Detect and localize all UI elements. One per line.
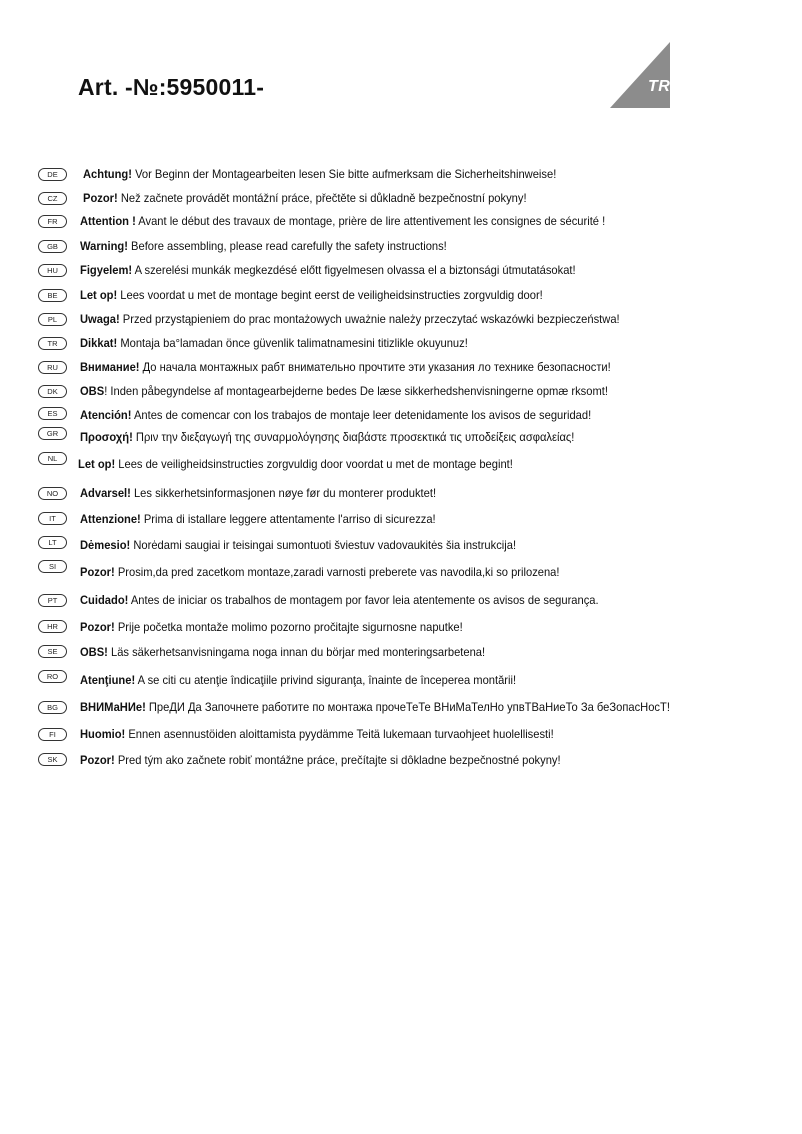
warning-row-bg [0, 699, 760, 719]
warning-row-tr [0, 335, 760, 355]
warning-body: Avant le début des travaux de montage, prière de lire attentivement les consignes de sécurité ! [135, 214, 606, 228]
warning-heading: Atención! [80, 408, 132, 422]
warning-body: Montaja ba°lamadan önce güvenlik talimatnamesini titizlikle okuyunuz! [117, 336, 468, 350]
warning-text [78, 456, 513, 472]
warning-text [80, 752, 561, 768]
warning-text [80, 726, 554, 742]
language-badge: LT [38, 536, 67, 549]
warning-row-ro [0, 672, 760, 692]
warning-row-it [0, 511, 760, 531]
language-badge: BG [38, 701, 67, 714]
language-badge: SK [38, 753, 67, 766]
language-badge: HU [38, 264, 67, 277]
warning-heading: Pozor! [83, 191, 118, 205]
language-badge: RU [38, 361, 67, 374]
language-badge: NL [38, 452, 67, 465]
warning-row-no [0, 485, 760, 505]
language-badge: BE [38, 289, 67, 302]
warning-body: ПреДИ Да Започнете работите по монтажа прочеТеТе ВНиМаТелНо упвТВаНиеТо За беЗопасНосТ! [145, 700, 670, 714]
warning-text [80, 287, 543, 303]
language-badge: HR [38, 620, 67, 633]
warning-row-fi [0, 726, 760, 746]
language-badge: DE [38, 168, 67, 181]
warning-body: Przed przystąpieniem do prac montażowych uważnie należy przeczytać wskazówki bezpieczeństwa! [119, 312, 620, 326]
warning-heading: ВНИМаНИе! [80, 700, 146, 714]
warning-body: Vor Beginn der Montagearbeiten lesen Sie bitte aufmerksam die Sicherheitshinweise! [131, 167, 557, 181]
warning-text [80, 592, 599, 608]
warning-text [80, 407, 591, 423]
language-badge: SI [38, 560, 67, 573]
warning-heading: Pozor! [80, 753, 115, 767]
warning-body: Lees de veiligheidsinstructies zorgvuldig door voordat u met de montage begint! [115, 457, 513, 471]
warning-heading: Let op! [78, 457, 116, 471]
warning-heading: Pozor! [80, 565, 115, 579]
warning-text [80, 644, 485, 660]
warning-row-pt [0, 592, 760, 612]
warning-row-hu [0, 262, 760, 282]
warning-heading: Let op! [80, 288, 118, 302]
warning-body: Norėdami saugiai ir teisingai sumontuoti šviestuv vadovaukitės šia instrukcija! [130, 538, 517, 552]
language-badge: RO [38, 670, 67, 683]
warning-body: Prima di istallare leggere attentamente l'arriso di sicurezza! [140, 512, 436, 526]
warning-heading: OBS! [80, 645, 108, 659]
warning-row-pl [0, 311, 760, 331]
warning-heading: Προσοχή! [80, 430, 133, 444]
warning-row-es [0, 407, 760, 427]
warning-text [80, 699, 670, 715]
language-badge: PT [38, 594, 67, 607]
warning-body: Πριν την διεξαγωγή της συναρμολόγησης διαβάστε προσεκτικά τις υποδείξεις ασφαλείας! [132, 430, 575, 444]
warning-text [80, 335, 468, 351]
warning-text [80, 485, 436, 501]
warning-body: Prosim,da pred zacetkom montaze,zaradi varnosti preberete vas navodila,ki so prilozena! [114, 565, 560, 579]
warning-row-se [0, 644, 760, 664]
warning-text [83, 190, 527, 206]
warning-heading: Achtung! [83, 167, 132, 181]
warning-body: Pred tým ako začnete robiť montážne práce, prečítajte si dôkladne bezpečnostné pokyny! [114, 753, 561, 767]
warning-heading: Attenzione! [80, 512, 141, 526]
warning-text [80, 359, 611, 375]
warning-heading: Dėmesio! [80, 538, 131, 552]
warning-body: Než začnete provádět montážní práce, přečtěte si důkladně bezpečnostní pokyny! [117, 191, 527, 205]
warning-text [80, 383, 608, 399]
warning-row-ru [0, 359, 760, 379]
warning-body: Prije početka montaže molimo pozorno pročitajte sigurnosne naputke! [114, 620, 463, 634]
warning-body: Les sikkerhetsinformasjonen nøye før du monterer produktet! [130, 486, 437, 500]
warning-heading: Warning! [80, 239, 128, 253]
warning-text [80, 429, 574, 445]
warning-row-de [0, 166, 760, 186]
warning-row-si [0, 564, 760, 584]
warning-heading: Advarsel! [80, 486, 131, 500]
warning-body: A se citi cu atenţie îndicaţiile privind siguranţa, înainte de începerea montării! [135, 673, 517, 687]
warning-body: ! Inden påbegyndelse af montagearbejderne bedes De læse sikkerhedshenvisningerne opmæ rksomt! [104, 384, 608, 398]
warning-row-be [0, 287, 760, 307]
warning-text [80, 262, 576, 278]
language-badge: CZ [38, 192, 67, 205]
article-number: Art. -№:5950011- [78, 74, 265, 100]
warning-text [83, 166, 556, 182]
warning-body: Läs säkerhetsanvisningama noga innan du börjar med monteringsarbetena! [107, 645, 486, 659]
language-badge: SE [38, 645, 67, 658]
warning-text [80, 213, 605, 229]
language-badge: GR [38, 427, 67, 440]
warning-body: Ennen asennustöiden aloittamista pyydämme Teitä lukemaan turvaohjeet huolellisesti! [125, 727, 554, 741]
warning-row-fr [0, 213, 760, 233]
warning-body: До начала монтажных рабт внимательно прочтите эти указания ло технике безопасности! [139, 360, 611, 374]
warning-body: Lees voordat u met de montage begint eerst de veiligheidsinstructies zorgvuldig door! [117, 288, 543, 302]
warning-heading: Pozor! [80, 620, 115, 634]
language-badge: IT [38, 512, 67, 525]
warning-heading: Atenţiune! [80, 673, 136, 687]
language-badge: DK [38, 385, 67, 398]
warning-row-dk [0, 383, 760, 403]
warning-heading: Cuidado! [80, 593, 129, 607]
warning-row-sk [0, 752, 760, 772]
warning-text [80, 537, 516, 553]
language-badge: FI [38, 728, 67, 741]
warning-body: A szerelési munkák megkezdésé előtt figyelmesen olvassa el a biztonsági útmutatásokat! [132, 263, 576, 277]
language-badge: ES [38, 407, 67, 420]
warning-text [80, 311, 620, 327]
warning-text [80, 619, 463, 635]
warning-heading: Внимание! [80, 360, 140, 374]
warning-row-gb [0, 238, 760, 258]
language-badge: NO [38, 487, 67, 500]
warning-row-lt [0, 537, 760, 557]
warning-row-nl [0, 456, 760, 476]
warning-heading: Attention ! [80, 214, 136, 228]
warning-text [80, 672, 516, 688]
language-badge: PL [38, 313, 67, 326]
language-badge: GB [38, 240, 67, 253]
warning-body: Antes de iniciar os trabalhos de montagem por favor leia atentemente os avisos de segurança. [128, 593, 599, 607]
warning-text [80, 564, 560, 580]
warning-row-hr [0, 619, 760, 639]
language-badge: TR [38, 337, 67, 350]
language-badge: FR [38, 215, 67, 228]
warning-heading: Dikkat! [80, 336, 118, 350]
logo-text: TRIO [648, 78, 689, 95]
warning-text [80, 238, 447, 254]
warning-row-cz [0, 190, 760, 210]
warning-row-gr [0, 430, 760, 450]
warning-heading: Figyelem! [80, 263, 133, 277]
warning-heading: OBS [80, 384, 105, 398]
warning-body: Antes de comencar con los trabajos de montaje leer detenidamente los avisos de seguridad! [131, 408, 592, 422]
warning-body: Before assembling, please read carefully the safety instructions! [127, 239, 447, 253]
warning-text [80, 511, 436, 527]
warning-heading: Uwaga! [80, 312, 120, 326]
warning-heading: Huomio! [80, 727, 126, 741]
